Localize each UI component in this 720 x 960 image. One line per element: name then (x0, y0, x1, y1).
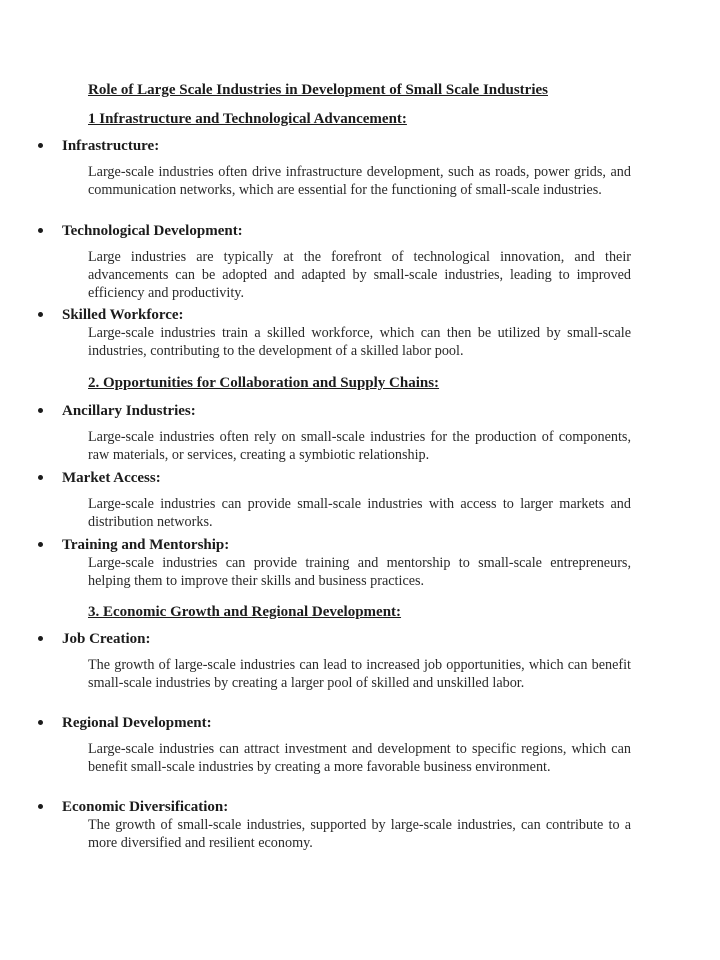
item-body: Large industries are typically at the forefront of technological innovation, and their advancements can be adopted and adapted by small-scale industries, leading to improved efficiency and productivity. (88, 249, 631, 301)
section-heading: 3. Economic Growth and Regional Development: (88, 604, 402, 620)
item-title: Market Access: (62, 470, 161, 486)
item-title: Regional Development: (62, 715, 212, 731)
item-body: Large-scale industries often drive infrastructure development, such as roads, power grids, and communication networks, which are essential for the functioning of small-scale industries. (88, 164, 631, 198)
bullet-icon (38, 143, 43, 148)
bullet-icon (38, 228, 43, 233)
item-body: Large-scale industries can attract investment and development to specific regions, which can benefit small-scale industries by creating a more favorable business environment. (88, 741, 631, 775)
document-title: Role of Large Scale Industries in Development of Small Scale Industries (88, 82, 548, 98)
item-body: The growth of large-scale industries can lead to increased job opportunities, which can benefit small-scale industries by creating a larger pool of skilled and unskilled labor. (88, 657, 631, 691)
item-title: Economic Diversification: (62, 799, 229, 815)
bullet-icon (38, 542, 43, 547)
bullet-icon (38, 804, 43, 809)
section-heading: 2. Opportunities for Collaboration and Supply Chains: (88, 375, 440, 391)
bullet-icon (38, 720, 43, 725)
item-body: Large-scale industries can provide small-scale industries with access to larger markets and distribution networks. (88, 496, 631, 530)
item-title: Job Creation: (62, 631, 151, 647)
item-title: Ancillary Industries: (62, 403, 196, 419)
section-heading: 1 Infrastructure and Technological Advancement: (88, 111, 407, 127)
bullet-icon (38, 475, 43, 480)
bullet-icon (38, 312, 43, 317)
item-body: Large-scale industries often rely on small-scale industries for the production of components, raw materials, or services, creating a symbiotic relationship. (88, 429, 631, 463)
item-body: Large-scale industries can provide training and mentorship to small-scale entrepreneurs, helping them to improve their skills and business practices. (88, 555, 631, 589)
item-title: Skilled Workforce: (62, 307, 184, 323)
item-title: Infrastructure: (62, 138, 160, 154)
item-body: The growth of small-scale industries, supported by large-scale industries, can contribute to a more diversified and resilient economy. (88, 817, 631, 851)
item-title: Technological Development: (62, 223, 243, 239)
bullet-icon (38, 636, 43, 641)
item-body: Large-scale industries train a skilled workforce, which can then be utilized by small-scale industries, contributing to the development of a skilled labor pool. (88, 325, 631, 359)
bullet-icon (38, 408, 43, 413)
item-title: Training and Mentorship: (62, 537, 230, 553)
